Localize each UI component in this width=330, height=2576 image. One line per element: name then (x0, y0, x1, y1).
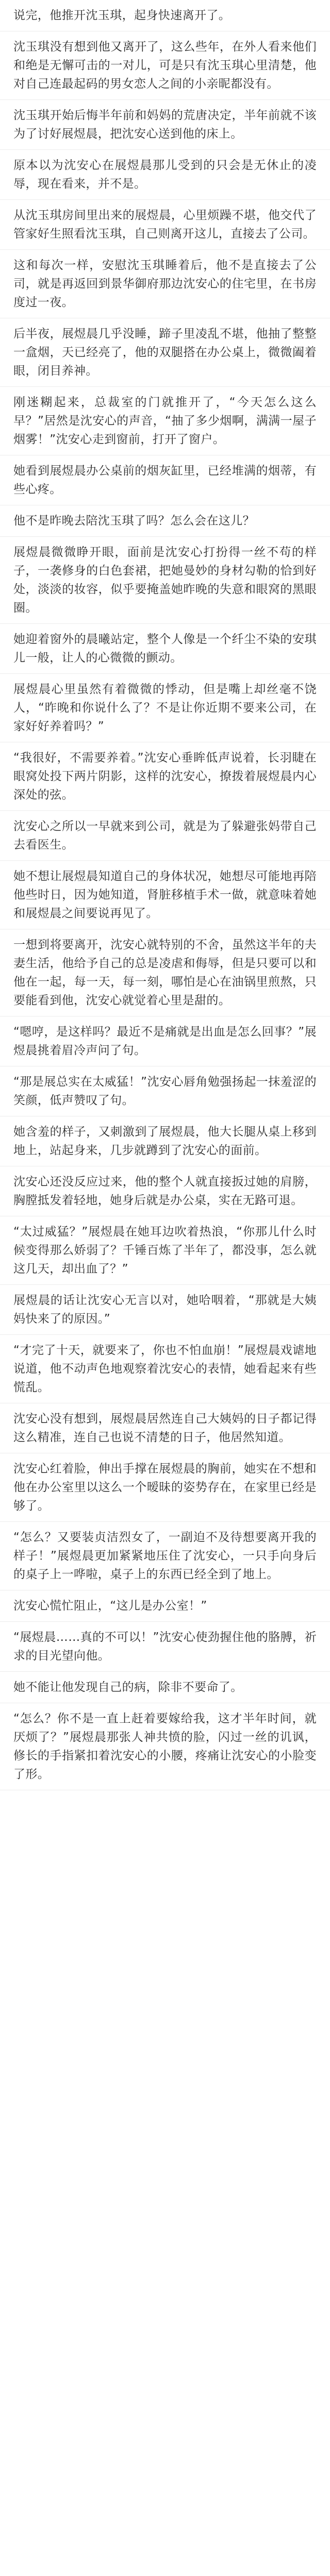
paragraph: “嗯哼，是这样吗？最近不是痛就是出血是怎么回事？”展煜晨挑着眉冷声问了句。 (0, 1016, 330, 1066)
paragraph: 她含羞的样子，又刺激到了展煜晨，他大长腿从桌上移到地上，站起身来，几步就蹲到了沈安心的面前。 (0, 1116, 330, 1166)
paragraph: 她迎着窗外的晨曦站定，整个人像是一个纤尘不染的安琪儿一般，让人的心微微的颤动。 (0, 624, 330, 674)
paragraph: 原本以为沈安心在展煜晨那儿受到的只会是无休止的凌辱，现在看来，并不是。 (0, 150, 330, 200)
paragraph: “展煜晨……真的不可以！”沈安心使劲握住他的胳膊，祈求的目光望向他。 (0, 1622, 330, 1672)
paragraph: “怎么？又要装贞洁烈女了，一副迫不及待想要离开我的样子！”展煜晨更加紧紧地压住了沈安心，一只手向身后的桌子上一哗啦，桌子上的东西已经全到了地上。 (0, 1522, 330, 1590)
paragraph: 一想到将要离开，沈安心就特别的不舍，虽然这半年的夫妻生活，他给予自己的总是凌虐和侮辱，但是只要可以和他在一起，每一天，每一刻，哪怕是心在油锅里煎熬，只要能看到他，沈安心就觉着心里是甜的。 (0, 929, 330, 1016)
paragraph: 刚迷糊起来，总裁室的门就推开了，“今天怎么这么早？”居然是沈安心的声音，“抽了多少烟啊，满满一屋子烟雾！”沈安心走到窗前，打开了窗户。 (0, 387, 330, 455)
paragraph: “太过威猛？”展煜晨在她耳边吹着热浪，“你那儿什么时候变得那么娇弱了？千锤百炼了半年了，都没事，怎么就这几天，却出血了？” (0, 1216, 330, 1285)
paragraph: 后半夜，展煜晨几乎没睡，蹄子里凌乱不堪，他抽了整整一盒烟，天已经亮了，他的双腿搭在办公桌上，微微阖着眼，闭目养神。 (0, 318, 330, 387)
paragraph: 沈安心红着脸，伸出手撑在展煜晨的胸前，她实在不想和他在办公室里以这么一个暧昧的姿势存在，在家里已经是够了。 (0, 1453, 330, 1522)
paragraph: 展煜晨的话让沈安心无言以对，她哈咽着，“那就是大姨妈快来了的原因。” (0, 1285, 330, 1335)
paragraph: 沈玉琪没有想到他又离开了，这么些年，在外人看来他们和绝是无懈可击的一对儿，可是只有沈玉琪心里清楚，他对自己连最起码的男女恋人之间的小亲昵都没有。 (0, 31, 330, 100)
paragraph: 她不想让展煜晨知道自己的身体状况，她想尽可能地再陪他些时日，因为她知道，肾脏移植手术一做，就意味着她和展煜晨之间要说再见了。 (0, 861, 330, 929)
paragraph: 沈安心还没反应过来，他的整个人就直接扳过她的肩膀，胸膛抵发着轻地，她身后就是办公桌，实在无路可退。 (0, 1166, 330, 1216)
paragraph: 沈安心慌忙阻止，“这儿是办公室！” (0, 1590, 330, 1622)
paragraph: 他不是昨晚去陪沈玉琪了吗？怎么会在这儿？ (0, 505, 330, 537)
paragraph: 展煜晨微微睁开眼，面前是沈安心打扮得一丝不苟的样子，一袭修身的白色套裙，把她曼妙的身材勾勒的恰到好处，淡淡的妆容，似乎要掩盖她昨晚的失意和眼窝的黑眼圈。 (0, 537, 330, 624)
paragraph: 沈安心之所以一早就来到公司，就是为了躲避张妈带自己去看医生。 (0, 811, 330, 861)
paragraph: “那是展总实在太威猛！”沈安心唇角勉强扬起一抹羞涩的笑颜，低声赞叹了句。 (0, 1066, 330, 1116)
paragraph: 从沈玉琪房间里出来的展煜晨，心里烦躁不堪，他交代了管家好生照看沈玉琪，自己则离开这儿，直接去了公司。 (0, 200, 330, 250)
paragraph: “我很好，不需要养着。”沈安心垂眸低声说着，长羽睫在眼窝处投下两片阴影，这样的沈安心，撩拨着展煜晨内心深处的弦。 (0, 742, 330, 811)
paragraph: 沈安心没有想到，展煜晨居然连自己大姨妈的日子都记得这么精准，连自己也说不清楚的日子，他居然知道。 (0, 1403, 330, 1453)
paragraph: 展煜晨心里虽然有着微微的悸动，但是嘴上却丝毫不饶人，“昨晚和你说什么了？不是让你近期不要来公司，在家好好养着吗？” (0, 674, 330, 742)
paragraph: “才完了十天，就要来了，你也不怕血崩！”展煜晨戏谑地说道，他不动声色地观察着沈安心的表情，她看起来有些慌乱。 (0, 1335, 330, 1403)
paragraph: 说完，他推开沈玉琪，起身快速离开了。 (0, 0, 330, 31)
paragraph: “怎么？你不是一直上赶着要嫁给我，这才半年时间，就厌烦了？”展煜晨那张人神共愤的脸，闪过一丝的讥讽，修长的手指紧扣着沈安心的小腰，疼痛让沈安心的小脸变了形。 (0, 1703, 330, 1790)
paragraph: 沈玉琪开始后悔半年前和妈妈的荒唐决定，半年前就不该为了讨好展煜晨，把沈安心送到他的床上。 (0, 100, 330, 150)
paragraph: 她看到展煜晨办公桌前的烟灰缸里，已经堆满的烟蒂，有些心疼。 (0, 455, 330, 505)
paragraph: 她不能让他发现自己的病，除非不要命了。 (0, 1672, 330, 1703)
paragraph: 这和每次一样，安慰沈玉琪睡着后，他不是直接去了公司，就是再返回到景华御府那边沈安心的住宅里，在书房度过一夜。 (0, 250, 330, 318)
